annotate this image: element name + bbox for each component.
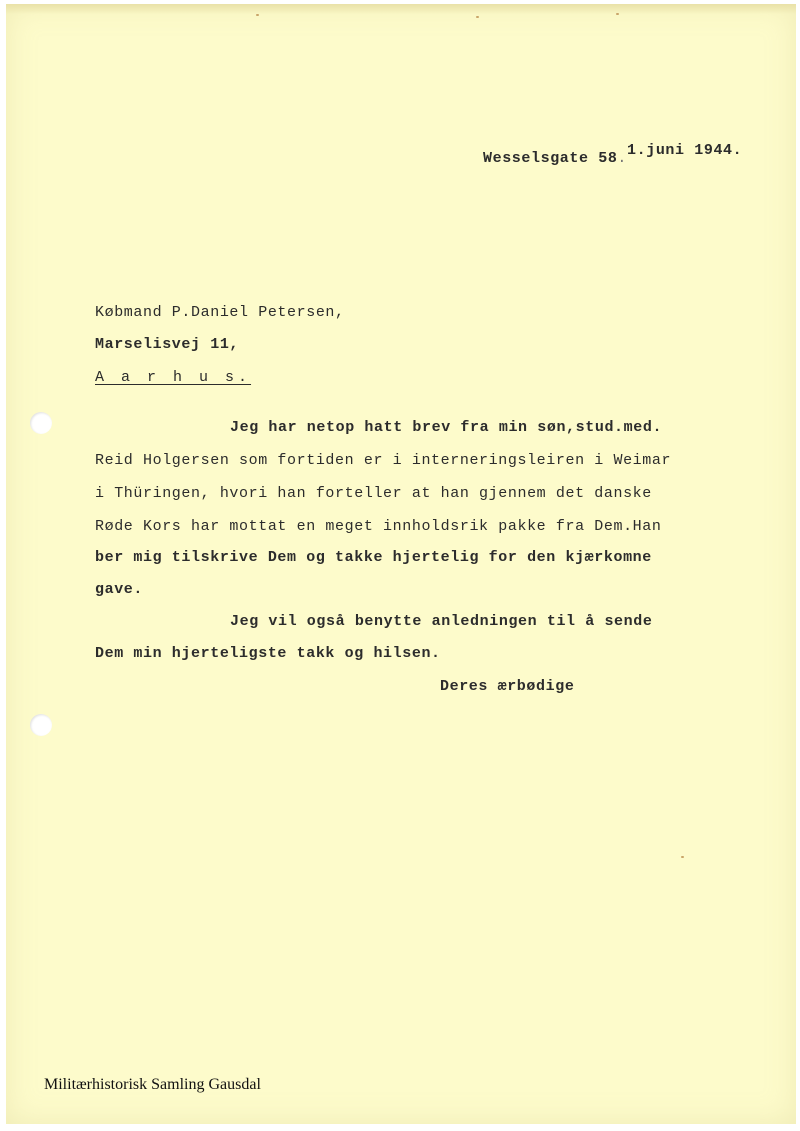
letter-date: 1.juni 1944. [627,142,743,159]
punch-hole-upper [30,412,52,434]
body-line-7: Jeg vil også benytte anledningen til å sende [230,613,653,630]
body-line-1: Jeg har netop hatt brev fra min søn,stud.med. [230,419,663,436]
letter-header [483,142,743,167]
archive-credit: Militærhistorisk Samling Gausdal [44,1076,261,1093]
body-line-3: i Thüringen, hvori han forteller at han gjennem det danske [95,485,652,502]
body-line-5: ber mig tilskrive Dem og takke hjertelig for den kjærkomne [95,549,652,566]
paper-speck [476,16,479,18]
body-line-6: gave. [95,581,144,598]
closing-salutation: Deres ærbødige [440,678,575,695]
sender-address: Wesselsgate 58 [483,150,618,167]
recipient-city: A a r h u s. [95,369,252,386]
paper-speck [616,13,619,15]
paper-speck [681,856,684,858]
paper-speck [256,14,259,16]
paper-top-edge [6,4,796,14]
recipient-street: Marselisvej 11, [95,336,240,353]
body-line-4: Røde Kors har mottat en meget innholdsrik pakke fra Dem.Han [95,518,662,535]
body-line-2: Reid Holgersen som fortiden er i interneringsleiren i Weimar [95,452,672,469]
date-separator: . [617,150,628,167]
letter-page [6,4,796,1124]
body-line-8: Dem min hjerteligste takk og hilsen. [95,645,441,662]
punch-hole-lower [30,714,52,736]
recipient-name: Købmand P.Daniel Petersen, [95,304,345,321]
